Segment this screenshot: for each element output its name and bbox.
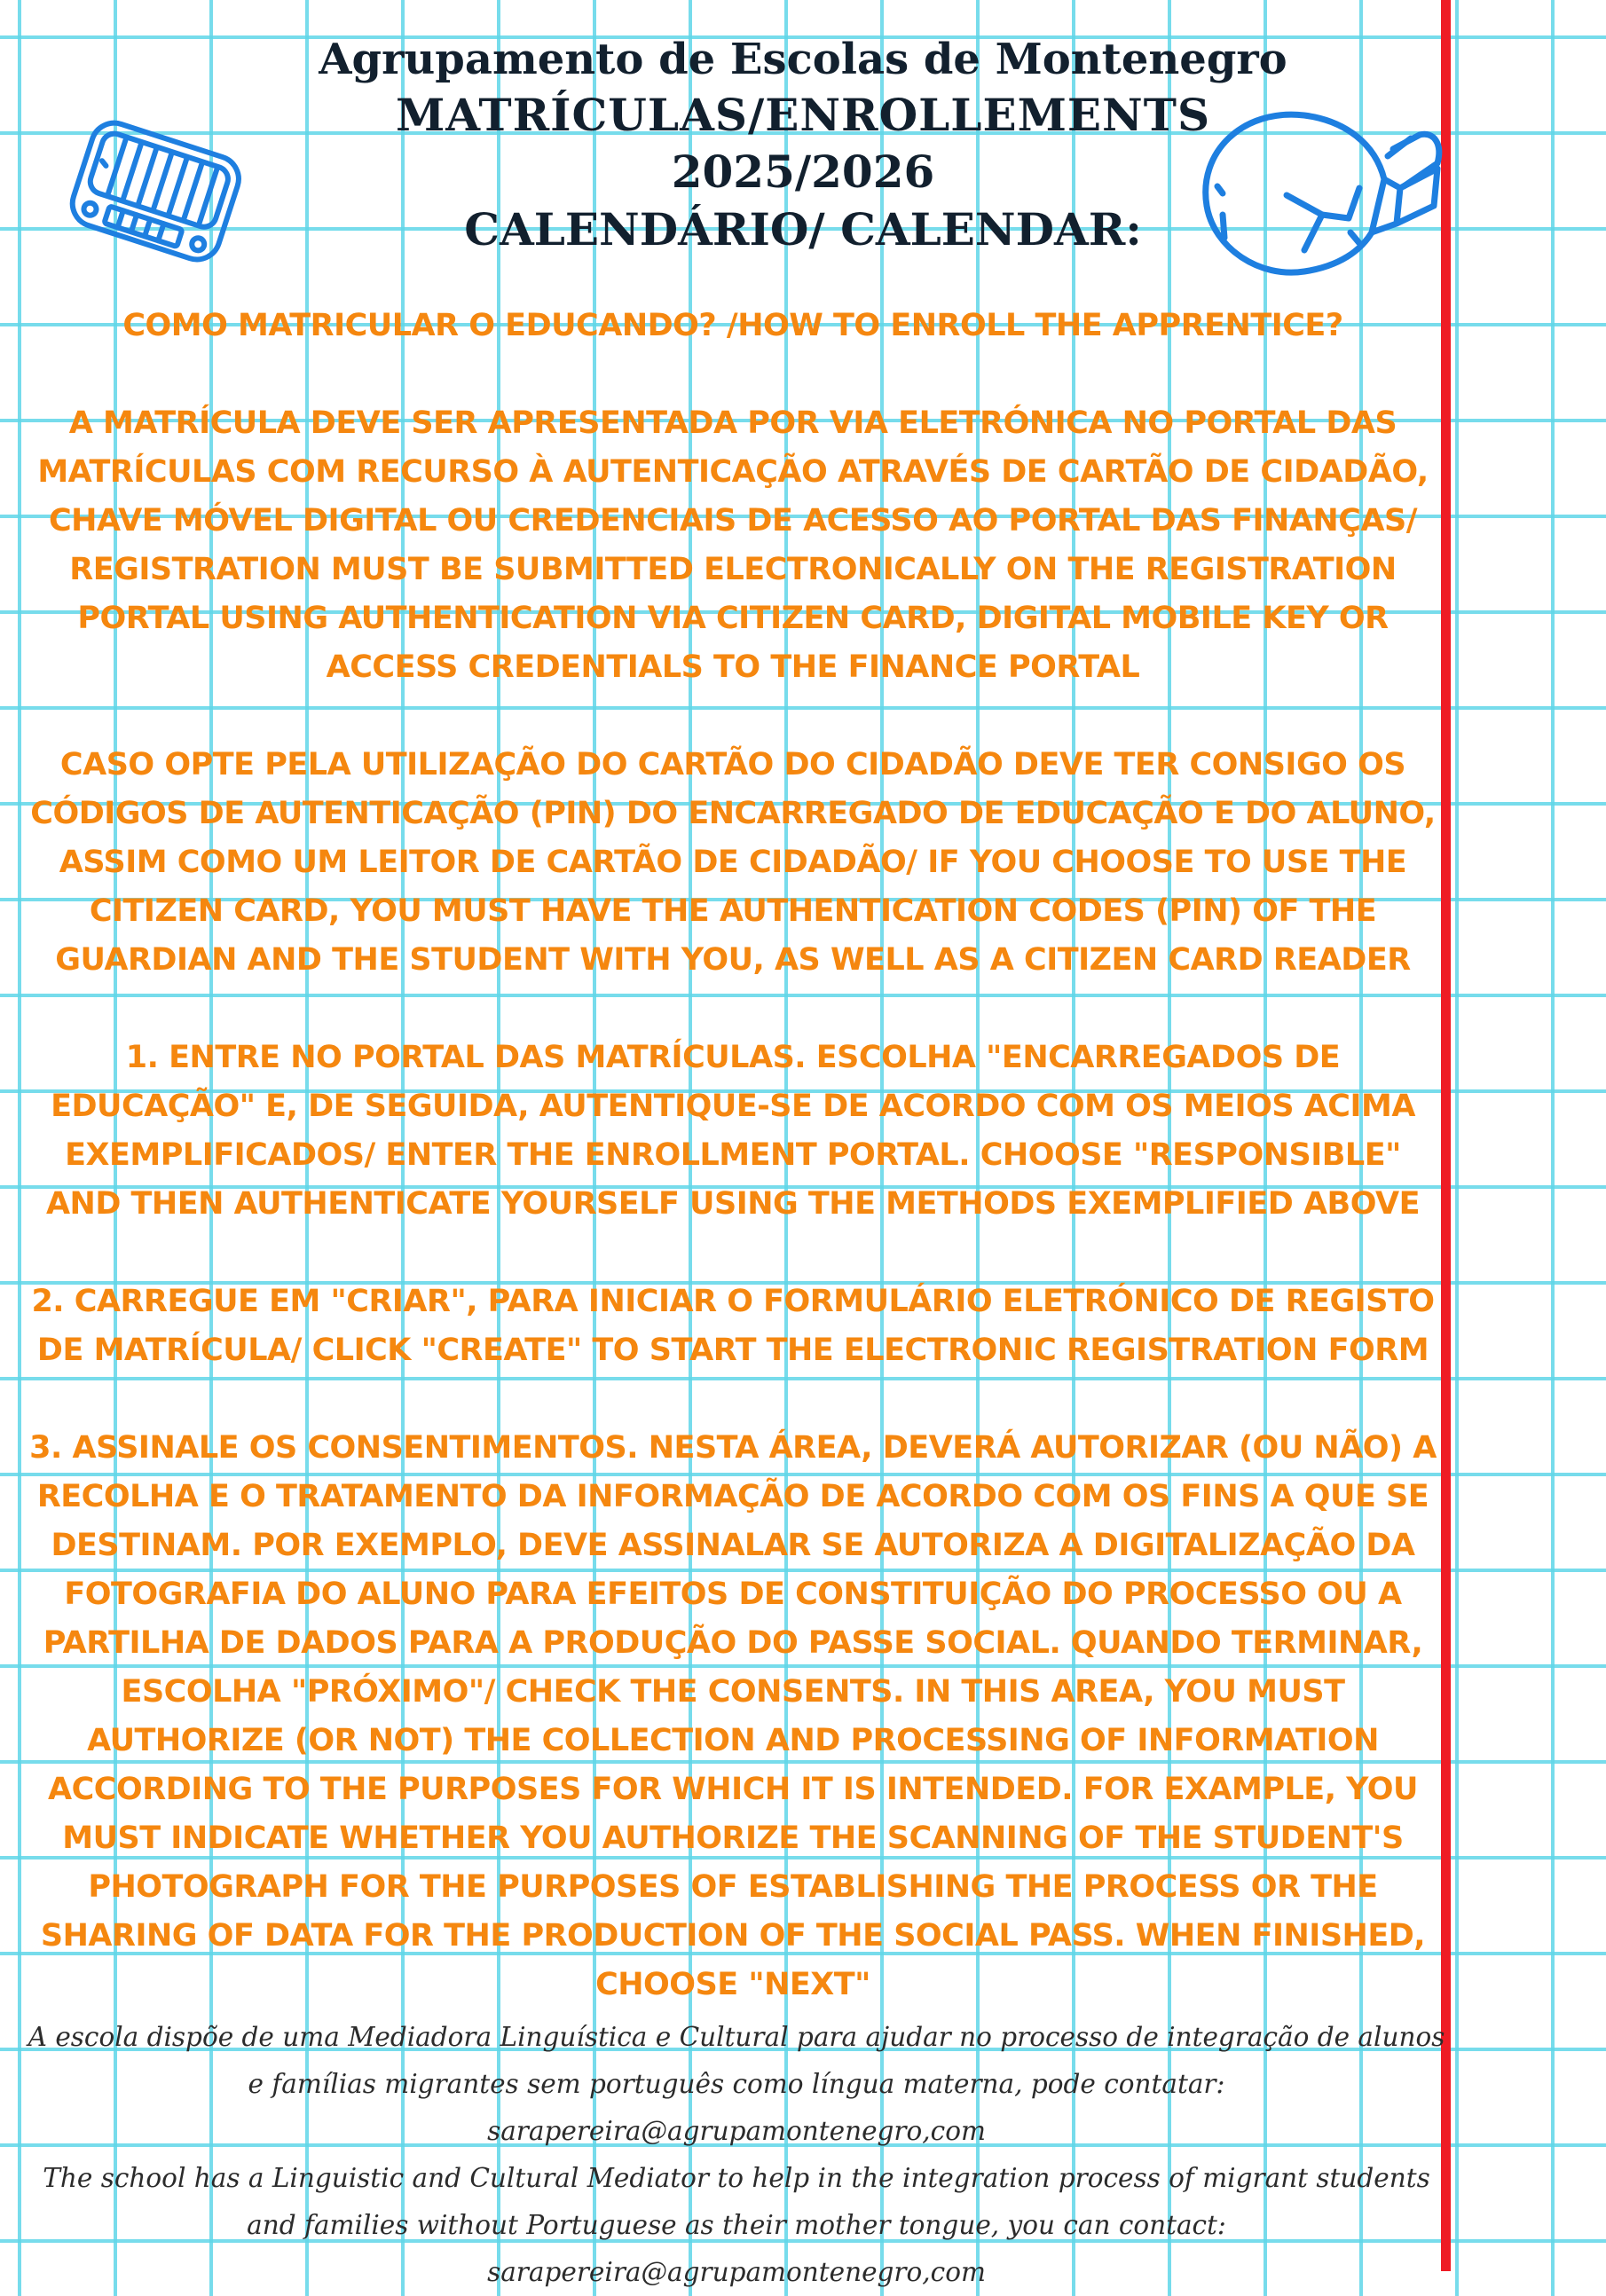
calendar-heading: CALENDÁRIO/ CALENDAR:	[464, 203, 1142, 256]
step-1: 1. ENTRE NO PORTAL DAS MATRÍCULAS. ESCOLHA "ENCARREGADOS DE EDUCAÇÃO" E, DE SEGUIDA, AUTENTIQUE-SE DE ACORDO COM OS MEIOS ACIMA EXEMPLIFICADOS/ ENTER THE ENROLLMENT PORTAL. CHOOSE "RESPONSIBLE" AND THEN AUTHENTICATE YOURSELF USING THE METHODS EXEMPLIFIED ABOVE	[45, 1040, 1421, 1222]
paragraph-citizen-card: CASO OPTE PELA UTILIZAÇÃO DO CARTÃO DO CIDADÃO DEVE TER CONSIGO OS CÓDIGOS DE AUTENTICAÇÃO (PIN) DO ENCARREGADO DE EDUCAÇÃO E DO ALUNO, ASSIM COMO UM LEITOR DE CARTÃO DE CIDADÃO/ IF YOU CHOOSE TO USE THE CITIZEN CARD, YOU MUST HAVE THE AUTHENTICATION CODES (PIN) OF THE GUARDIAN AND THE STUDENT WITH YOU, AS WELL AS A CITIZEN CARD READER	[30, 747, 1436, 978]
step-3: 3. ASSINALE OS CONSENTIMENTOS. NESTA ÁREA, DEVERÁ AUTORIZAR (OU NÃO) A RECOLHA E O TRATAMENTO DA INFORMAÇÃO DE ACORDO COM OS FINS A QUE SE DESTINAM. POR EXEMPLO, DEVE ASSINALAR SE AUTORIZA A DIGITALIZAÇÃO DA FOTOGRAFIA DO ALUNO PARA EFEITOS DE CONSTITUIÇÃO DO PROCESSO OU A PARTILHA DE DADOS PARA A PRODUÇÃO DO PASSE SOCIAL. QUANDO TERMINAR, ESCOLHA "PRÓXIMO"/ CHECK THE CONSENTS. IN THIS AREA, YOU MUST AUTHORIZE (OR NOT) THE COLLECTION AND PROCESSING OF INFORMATION ACCORDING TO THE PURPOSES FOR WHICH IT IS INTENDED. FOR EXAMPLE, YOU MUST INDICATE WHETHER YOU AUTHORIZE THE SCANNING OF THE STUDENT'S PHOTOGRAPH FOR THE PURPOSES OF ESTABLISHING THE PROCESS OR THE SHARING OF DATA FOR THE PRODUCTION OF THE SOCIAL PASS. WHEN FINISHED, CHOOSE "NEXT"	[29, 1430, 1437, 2002]
question-heading: COMO MATRICULAR O EDUCANDO? /HOW TO ENROLL THE APPRENTICE?	[122, 308, 1343, 343]
instructions	[23, 302, 1443, 2058]
page-title: MATRÍCULAS/ENROLLEMENTS	[395, 89, 1211, 141]
footer-note	[18, 2014, 1455, 2296]
header	[0, 32, 1606, 259]
paragraph-authentication: A MATRÍCULA DEVE SER APRESENTADA POR VIA ELETRÓNICA NO PORTAL DAS MATRÍCULAS COM RECURSO À AUTENTICAÇÃO ATRAVÉS DE CARTÃO DE CIDADÃO, CHAVE MÓVEL DIGITAL OU CREDENCIAIS DE ACESSO AO PORTAL DAS FINANÇAS/ REGISTRATION MUST BE SUBMITTED ELECTRONICALLY ON THE REGISTRATION PORTAL USING AUTHENTICATION VIA CITIZEN CARD, DIGITAL MOBILE KEY OR ACCESS CREDENTIALS TO THE FINANCE PORTAL	[37, 405, 1429, 685]
school-name: Agrupamento de Escolas de Montenegro	[319, 35, 1287, 84]
footer-portuguese: A escola dispõe de uma Mediadora Linguística e Cultural para ajudar no processo de integração de alunos e famílias migrantes sem português como língua materna, pode contatar: sarapereira@agrupamontenegro,com	[28, 2022, 1445, 2146]
step-2: 2. CARREGUE EM "CRIAR", PARA INICIAR O FORMULÁRIO ELETRÓNICO DE REGISTO DE MATRÍCULA/ CLICK "CREATE" TO START THE ELECTRONIC REGISTRATION FORM	[31, 1284, 1435, 1368]
school-year: 2025/2026	[671, 145, 935, 198]
footer-english: The school has a Linguistic and Cultural Mediator to help in the integration process of migrant students and families without Portuguese as their mother tongue, you can contact: sarapereira@agrupamontenegro,com	[43, 2163, 1430, 2287]
